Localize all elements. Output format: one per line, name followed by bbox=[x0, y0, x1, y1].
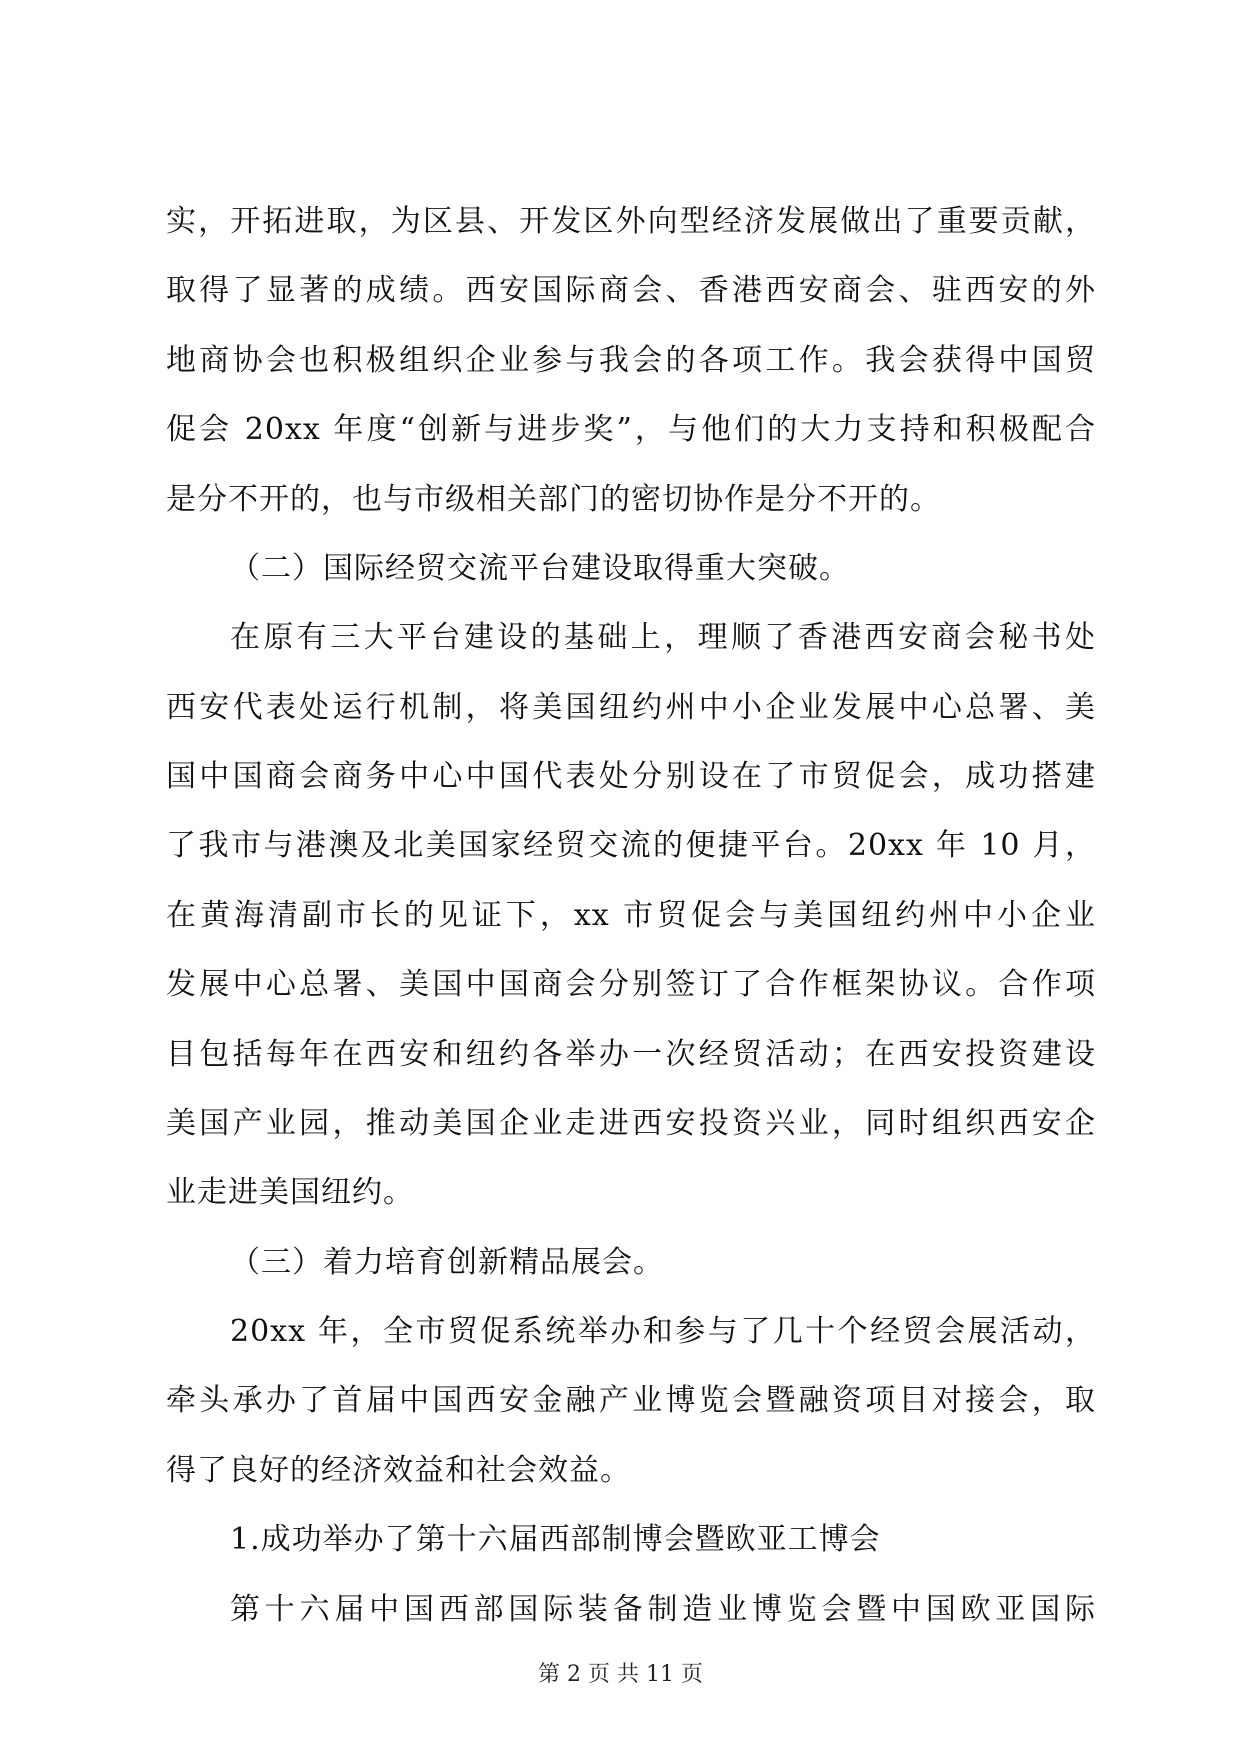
paragraph-line: 国中国商会商务中心中国代表处分别设在了市贸促会，成功搭建 bbox=[166, 759, 1096, 794]
paragraph-line: 了我市与港澳及北美国家经贸交流的便捷平台。20xx 年 10 月， bbox=[166, 828, 1096, 863]
paragraph-line: 地商协会也积极组织企业参与我会的各项工作。我会获得中国贸 bbox=[166, 343, 1096, 378]
section-heading: （二）国际经贸交流平台建设取得重大突破。 bbox=[230, 551, 850, 586]
paragraph-line: 发展中心总署、美国中国商会分别签订了合作框架协议。合作项 bbox=[166, 967, 1096, 1002]
paragraph-line: 目包括每年在西安和纽约各举办一次经贸活动；在西安投资建设 bbox=[166, 1037, 1096, 1072]
paragraph-line: 第十六届中国西部国际装备制造业博览会暨中国欧亚国际 bbox=[230, 1592, 1096, 1627]
paragraph-line: 得了良好的经济效益和社会效益。 bbox=[166, 1453, 631, 1488]
paragraph-line: 牵头承办了首届中国西安金融产业博览会暨融资项目对接会，取 bbox=[166, 1383, 1096, 1418]
paragraph-line: 在黄海清副市长的见证下，xx 市贸促会与美国纽约州中小企业 bbox=[166, 898, 1096, 933]
paragraph-line: 西安代表处运行机制，将美国纽约州中小企业发展中心总署、美 bbox=[166, 690, 1096, 725]
paragraph-line: 是分不开的，也与市级相关部门的密切协作是分不开的。 bbox=[166, 482, 941, 517]
subsection-heading: 1.成功举办了第十六届西部制博会暨欧亚工博会 bbox=[230, 1522, 881, 1557]
paragraph-line: 取得了显著的成绩。西安国际商会、香港西安商会、驻西安的外 bbox=[166, 273, 1096, 308]
section-heading: （三）着力培育创新精品展会。 bbox=[230, 1245, 664, 1280]
paragraph-line: 促会 20xx 年度“创新与进步奖”，与他们的大力支持和积极配合 bbox=[166, 412, 1096, 447]
paragraph-line: 美国产业园，推动美国企业走进西安投资兴业，同时组织西安企 bbox=[166, 1106, 1096, 1141]
paragraph-line: 在原有三大平台建设的基础上，理顺了香港西安商会秘书处 bbox=[230, 620, 1096, 655]
page-number-footer: 第 2 页 共 11 页 bbox=[538, 1662, 703, 1687]
paragraph-line: 业走进美国纽约。 bbox=[166, 1175, 414, 1210]
paragraph-line: 实，开拓进取，为区县、开发区外向型经济发展做出了重要贡献， bbox=[166, 204, 1096, 239]
paragraph-line: 20xx 年，全市贸促系统举办和参与了几十个经贸会展活动， bbox=[230, 1314, 1096, 1349]
